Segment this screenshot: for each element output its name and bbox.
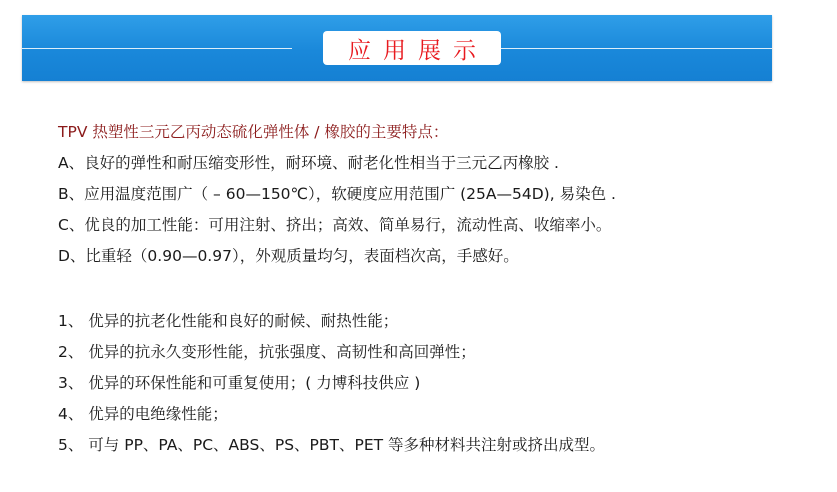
banner-divider-left [22,48,292,49]
features-heading: TPV 热塑性三元乙丙动态硫化弹性体 / 橡胶的主要特点： [58,123,449,141]
feature-item-c: C、优良的加工性能：可用注射、挤出；高效、简单易行，流动性高、收缩率小。 [58,216,612,234]
content-area [58,118,818,462]
section-spacer [58,273,818,307]
banner-title-box [323,31,501,65]
banner-title: 应用展示 [348,37,488,64]
feature-item-d: D、比重轻（0.90—0.97），外观质量均匀，表面档次高，手感好。 [58,247,519,265]
feature-item-a: A、良好的弹性和耐压缩变形性，耐环境、耐老化性相当于三元乙丙橡胶 . [58,154,559,172]
advantage-item-3: 3、 优异的环保性能和可重复使用；( 力博科技供应 ) [58,374,421,392]
section-banner [22,15,772,81]
advantage-item-2: 2、 优异的抗永久变形性能，抗张强度、高韧性和高回弹性； [58,343,476,361]
feature-item-b: B、应用温度范围广（ – 60—150℃），软硬度应用范围广 (25A—54D), 易染色 . [58,185,616,203]
banner-divider-right [500,48,772,49]
advantage-item-1: 1、 优异的抗老化性能和良好的耐候、耐热性能； [58,312,399,330]
advantage-item-4: 4、 优异的电绝缘性能； [58,405,228,423]
advantage-item-5: 5、 可与 PP、PA、PC、ABS、PS、PBT、PET 等多种材料共注射或挤出成型。 [58,436,606,454]
